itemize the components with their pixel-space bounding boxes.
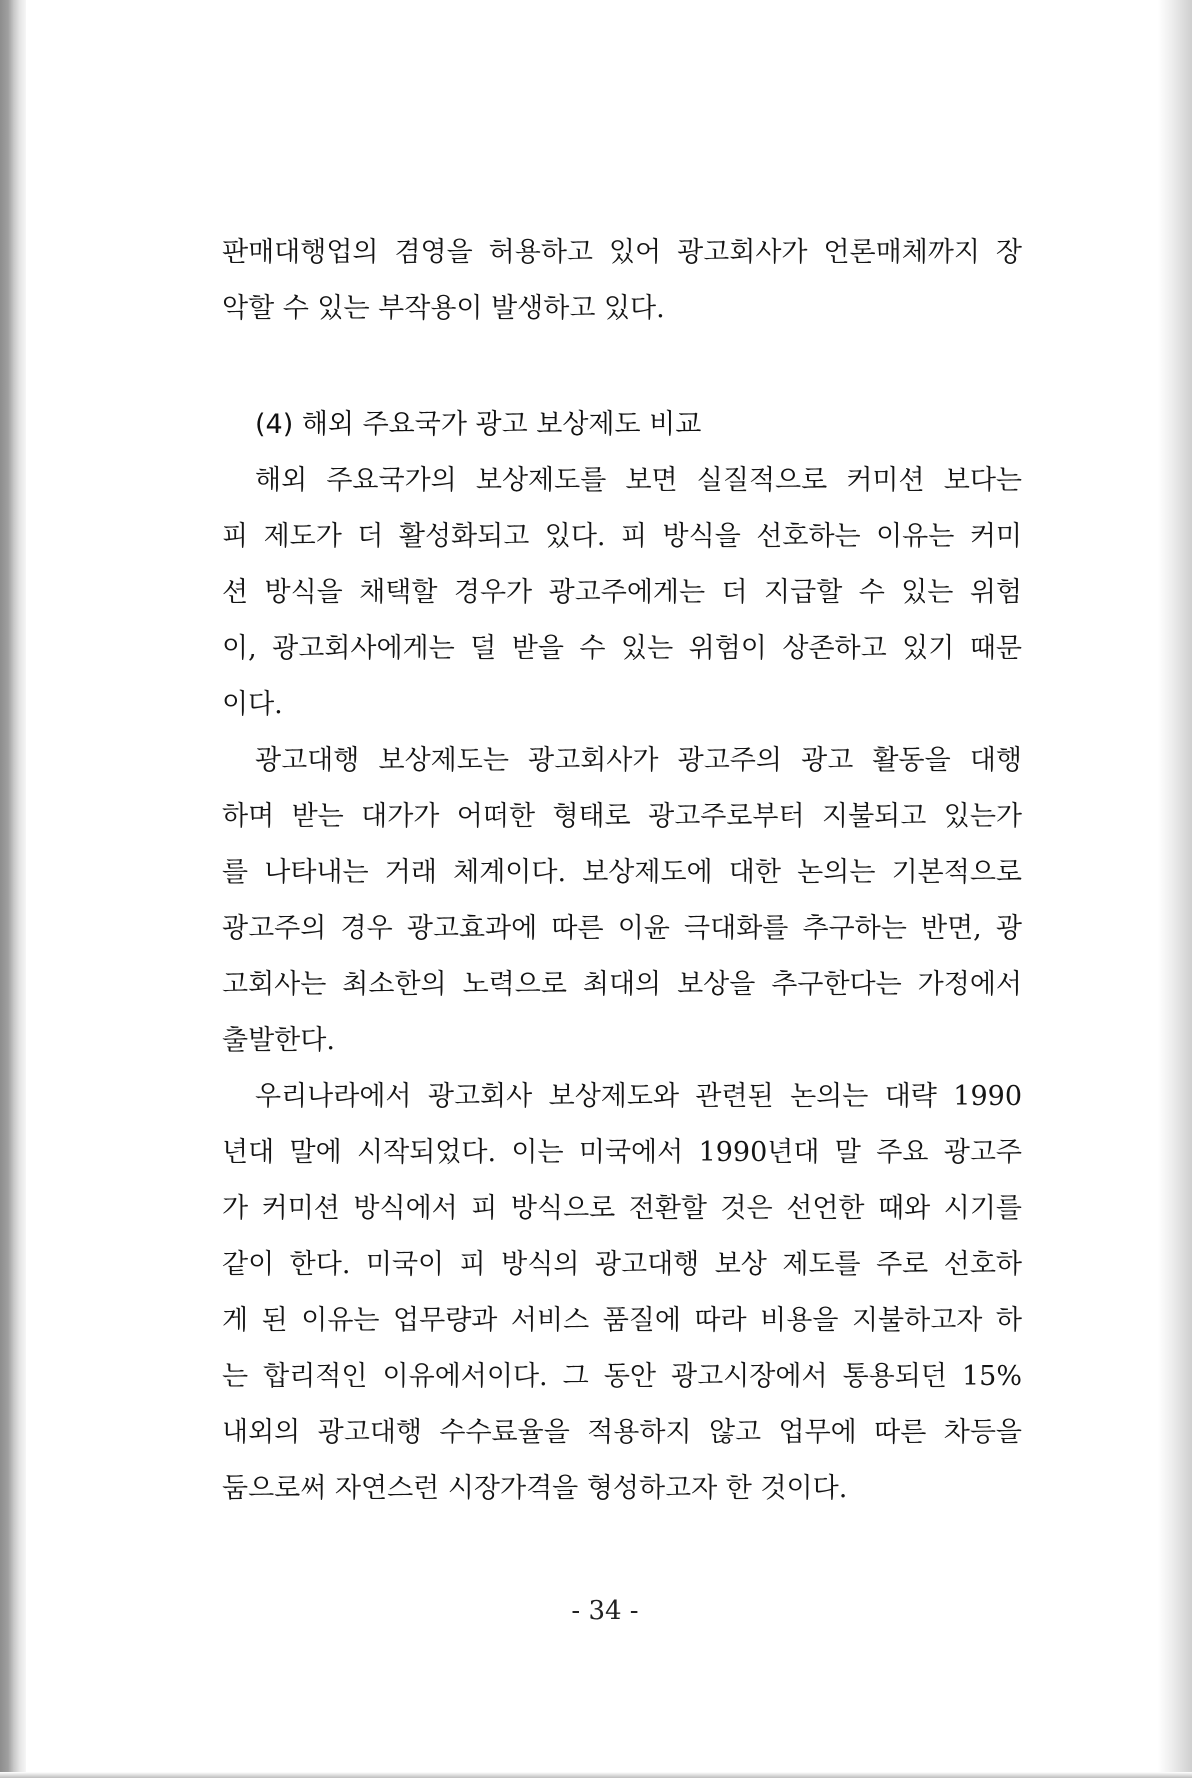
- paragraph-1: [222, 453, 1022, 733]
- text-line: 내외의 광고대행 수수료율을 적용하지 않고 업무에 따른 차등을: [222, 1417, 1022, 1448]
- section-heading: (4) 해외 주요국가 광고 보상제도 비교: [255, 409, 702, 440]
- text-line: 둠으로써 자연스런 시장가격을 형성하고자 한 것이다.: [222, 1473, 848, 1504]
- text-line: 게 된 이유는 업무량과 서비스 품질에 따라 비용을 지불하고자 하: [222, 1305, 1022, 1336]
- text-line: 를 나타내는 거래 체계이다. 보상제도에 대한 논의는 기본적으로: [222, 857, 1022, 888]
- text-line: 고회사는 최소한의 노력으로 최대의 보상을 추구한다는 가정에서: [222, 969, 1022, 1000]
- text-line: 광고주의 경우 광고효과에 따른 이윤 극대화를 추구하는 반면, 광: [222, 913, 1022, 944]
- text-line: 션 방식을 채택할 경우가 광고주에게는 더 지급할 수 있는 위험: [222, 577, 1022, 608]
- text-line: 이, 광고회사에게는 덜 받을 수 있는 위험이 상존하고 있기 때문: [222, 633, 1022, 664]
- text-line: 악할 수 있는 부작용이 발생하고 있다.: [222, 293, 665, 324]
- text-line: 는 합리적인 이유에서이다. 그 동안 광고시장에서 통용되던 15%: [222, 1361, 1022, 1392]
- text-line: 광고대행 보상제도는 광고회사가 광고주의 광고 활동을 대행: [255, 745, 1022, 776]
- text-line: 판매대행업의 겸영을 허용하고 있어 광고회사가 언론매체까지 장: [222, 237, 1022, 268]
- text-line: 하며 받는 대가가 어떠한 형태로 광고주로부터 지불되고 있는가: [222, 801, 1022, 832]
- document-page: [26, 0, 1158, 1772]
- text-line: 가 커미션 방식에서 피 방식으로 전환할 것은 선언한 때와 시기를: [222, 1193, 1022, 1224]
- page-left-edge: [0, 0, 26, 1778]
- paragraph-3: [222, 1069, 1022, 1517]
- intro-paragraph: [222, 225, 1022, 337]
- page-right-edge: [1158, 0, 1192, 1778]
- page-bottom-edge: [0, 1772, 1192, 1778]
- page-content: [222, 225, 1022, 1517]
- paragraph-2: [222, 733, 1022, 1069]
- text-line: 출발한다.: [222, 1025, 335, 1056]
- text-line: 우리나라에서 광고회사 보상제도와 관련된 논의는 대략 1990: [255, 1081, 1022, 1112]
- section-spacer: [222, 337, 1022, 397]
- text-line: 같이 한다. 미국이 피 방식의 광고대행 보상 제도를 주로 선호하: [222, 1249, 1022, 1280]
- text-line: 해외 주요국가의 보상제도를 보면 실질적으로 커미션 보다는: [255, 465, 1022, 496]
- text-line: 년대 말에 시작되었다. 이는 미국에서 1990년대 말 주요 광고주: [222, 1137, 1022, 1168]
- text-line: 이다.: [222, 689, 283, 720]
- text-line: 피 제도가 더 활성화되고 있다. 피 방식을 선호하는 이유는 커미: [222, 521, 1022, 552]
- page-number: - 34 -: [571, 1596, 639, 1626]
